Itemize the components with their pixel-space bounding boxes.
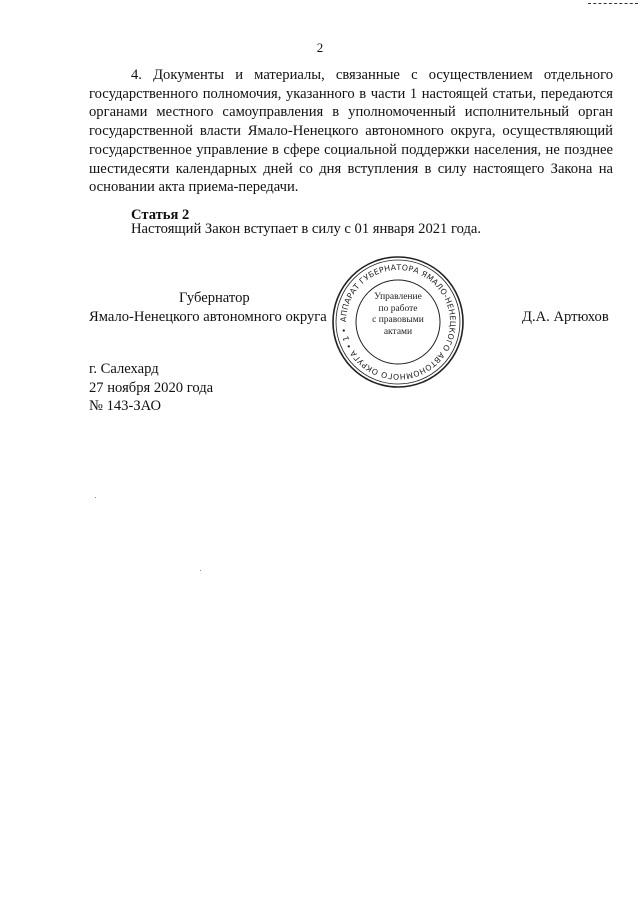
governor-name: Д.А. Артюхов <box>522 309 609 325</box>
governor-region: Ямало-Ненецкого автономного округа <box>89 309 327 325</box>
top-edge-line <box>588 3 638 4</box>
stamp-line-4: актами <box>383 326 413 337</box>
scan-speck <box>200 570 201 571</box>
issue-details <box>89 360 213 416</box>
scan-speck <box>95 497 96 498</box>
official-stamp <box>330 254 466 390</box>
page-number: 2 <box>316 40 324 55</box>
law-number: № 143-ЗАО <box>89 398 161 415</box>
stamp-center-text <box>360 292 436 338</box>
article-2-heading: Статья 2 <box>131 207 190 223</box>
issue-city: г. Салехард <box>89 361 159 377</box>
stamp-line-1: Управление <box>374 292 422 302</box>
paragraph-4: 4. Документы и материалы, связанные с осуществлением отдельного государственного полномочия, указанного в части 1 настоящей статьи, передаются органами местного самоуправления в уполномоченный исполнительный орган государственной власти Ямало-Ненецкого автономного округа, осуществляющий государственное управление в сфере социальной поддержки населения, не позднее шестидесяти календарных дней со дня вступления в силу настоящего Закона на основании акта приема-передачи. <box>89 67 613 196</box>
issue-date: 27 ноября 2020 года <box>89 379 214 396</box>
svg-text:АППАРАТ ГУБЕРНАТОРА ЯМАЛО-НЕНЕ: АППАРАТ ГУБЕРНАТОРА ЯМАЛО-НЕНЕЦКОГО АВТОНОМНОГО ОКРУГА • 1 • <box>338 262 458 382</box>
stamp-line-3: с правовыми <box>372 315 424 325</box>
stamp-line-2: по работе <box>378 303 418 314</box>
governor-title: Губернатор <box>179 290 250 306</box>
article-2-text: Настоящий Закон вступает в силу с 01 января 2021 года. <box>131 221 482 237</box>
